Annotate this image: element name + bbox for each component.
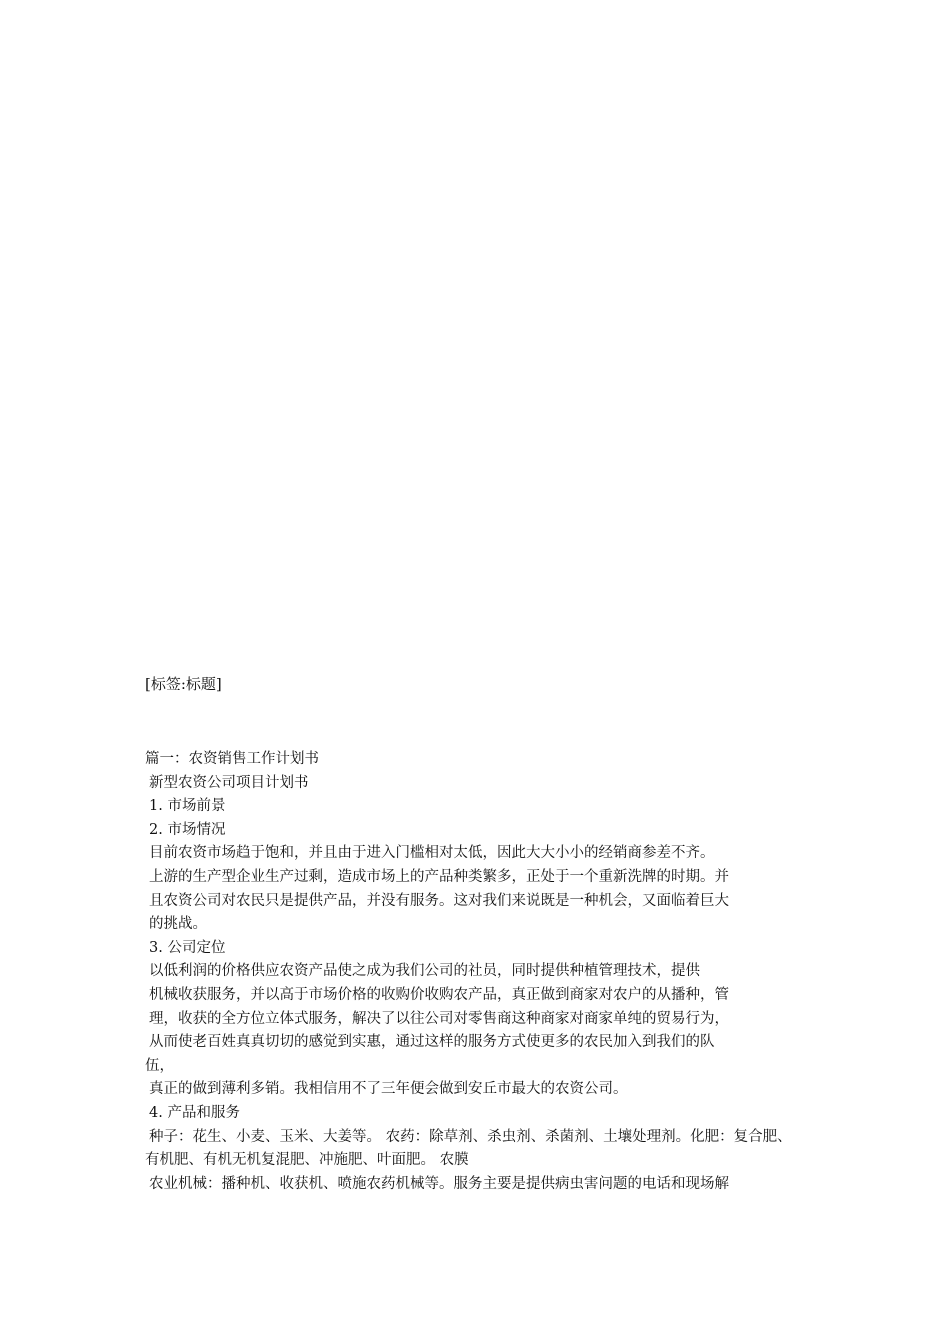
paragraph-line: 种子：花生、小麦、玉米、大姜等。 农药：除草剂、杀虫剂、杀菌剂、土壤处理剂。化肥：复合肥、: [149, 1128, 792, 1145]
heading-market-situation: 2. 市场情况: [149, 821, 226, 838]
paragraph-line: 且农资公司对农民只是提供产品，并没有服务。这对我们来说既是一种机会，又面临着巨大: [149, 892, 729, 909]
paragraph-line: 理，收获的全方位立体式服务，解决了以往公司对零售商这种商家对商家单纯的贸易行为，: [149, 1010, 729, 1027]
heading-market-prospect: 1. 市场前景: [149, 798, 226, 815]
paragraph-line: 真正的做到薄利多销。我相信用不了三年便会做到安丘市最大的农资公司。: [149, 1081, 628, 1098]
paragraph-line: 农业机械：播种机、收获机、喷施农药机械等。服务主要是提供病虫害问题的电话和现场解: [149, 1175, 729, 1192]
paragraph-line: 伍，: [145, 1057, 174, 1074]
paragraph-line: 有机肥、有机无机复混肥、冲施肥、叶面肥。 农膜: [145, 1152, 469, 1169]
heading-products-services: 4. 产品和服务: [149, 1104, 240, 1121]
heading-company-positioning: 3. 公司定位: [149, 939, 226, 956]
paragraph-line: 目前农资市场趋于饱和，并且由于进入门槛相对太低，因此大大小小的经销商参差不齐。: [149, 845, 715, 862]
document-title: 新型农资公司项目计划书: [149, 774, 309, 791]
paragraph-line: 机械收获服务，并以高于市场价格的收购价收购农产品，真正做到商家对农户的从播种，管: [149, 986, 729, 1003]
tag-label: [标签:标题]: [145, 675, 222, 693]
paragraph-line: 上游的生产型企业生产过剩，造成市场上的产品种类繁多，正处于一个重新洗牌的时期。并: [149, 868, 729, 885]
section-heading: 篇一：农资销售工作计划书: [145, 751, 319, 767]
paragraph-line: 从而使老百姓真真切切的感觉到实惠，通过这样的服务方式使更多的农民加入到我们的队: [149, 1034, 715, 1051]
document-body: [145, 748, 825, 1196]
paragraph-line: 的挑战。: [149, 916, 207, 933]
paragraph-line: 以低利润的价格供应农资产品使之成为我们公司的社员，同时提供种植管理技术，提供: [149, 963, 700, 980]
